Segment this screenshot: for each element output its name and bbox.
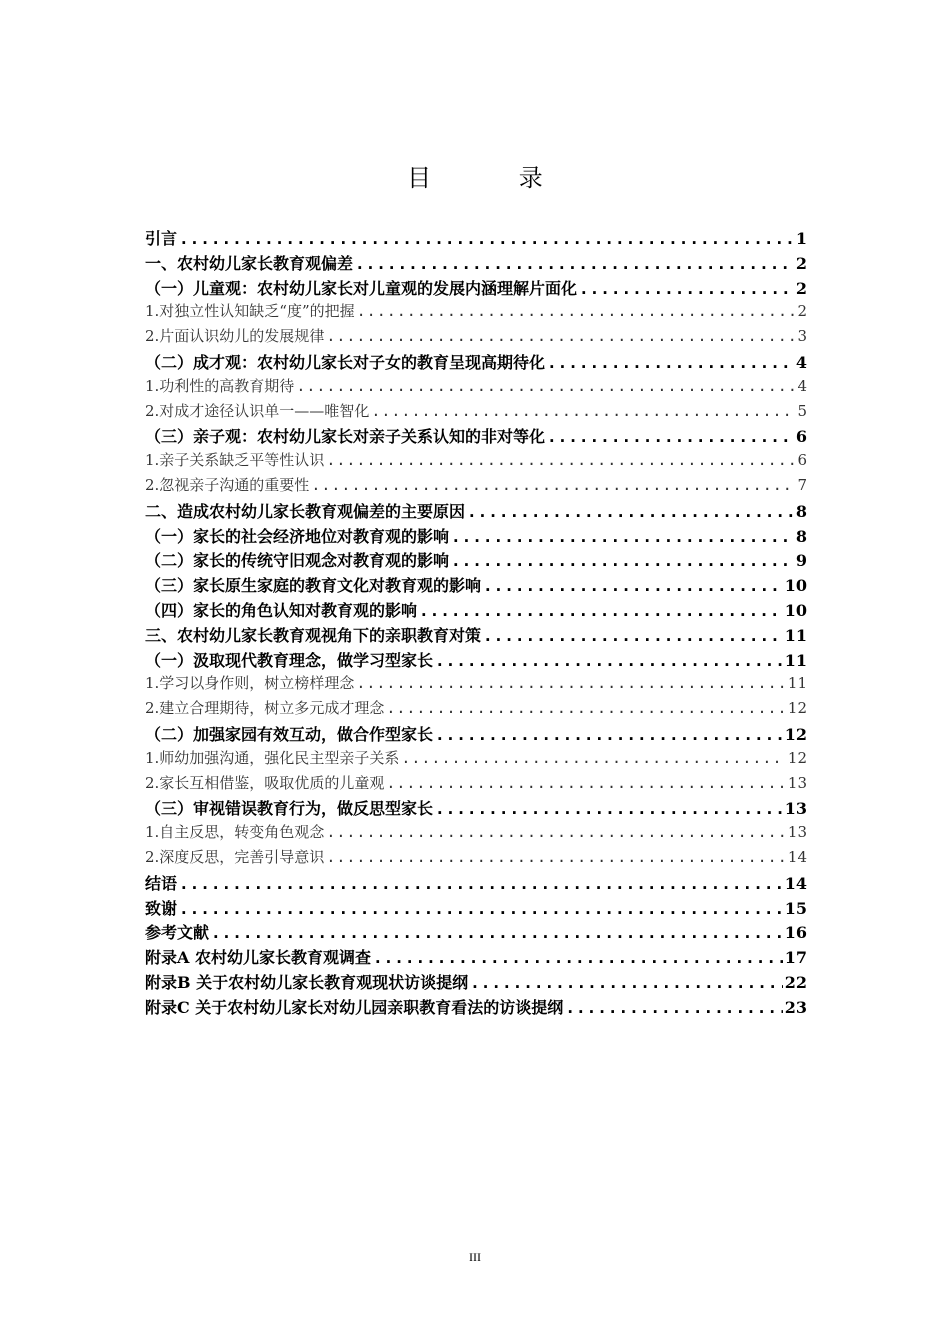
- toc-entry-text: （二）成才观：农村幼儿家长对子女的教育呈现高期待化: [145, 352, 546, 372]
- toc-leader-dots: [311, 476, 795, 494]
- toc-leader-dots: [326, 451, 795, 469]
- toc-entry-text: （二）加强家园有效互动，做合作型家长: [145, 724, 434, 744]
- toc-entry-page: 2: [797, 302, 807, 321]
- toc-entry: [145, 251, 807, 276]
- toc-leader-dots: [419, 601, 783, 620]
- toc-entry-text: 1.对独立性认知缺乏“度”的把握: [145, 302, 355, 321]
- toc-entry-page: 13: [787, 773, 807, 792]
- toc-leader-dots: [179, 874, 783, 893]
- toc-entry: [145, 672, 807, 697]
- toc-entry-text: 参考文献: [145, 923, 210, 943]
- toc-entry-page: 7: [797, 475, 807, 494]
- toc-leader-dots: [483, 576, 783, 595]
- toc-entry-page: 14: [787, 847, 807, 866]
- toc-entry-text: （二）家长的传统守旧观念对教育观的影响: [145, 551, 450, 571]
- toc-entry-text: （三）审视错误教育行为，做反思型家长: [145, 799, 434, 819]
- toc-entry-text: 致谢: [145, 898, 178, 918]
- toc-leader-dots: [470, 973, 783, 992]
- toc-leader-dots: [326, 848, 786, 866]
- toc-entry: [145, 623, 807, 648]
- toc-entry-text: 2.深度反思，完善引导意识: [145, 847, 325, 866]
- toc-entry-page: 6: [797, 451, 807, 470]
- toc-entry-text: 2.家长互相借鉴，吸取优质的儿童观: [145, 773, 385, 792]
- toc-leader-dots: [401, 749, 786, 767]
- toc-entry-text: （四）家长的角色认知对教育观的影响: [145, 600, 418, 620]
- toc-entry-page: 8: [795, 526, 807, 546]
- toc-entry: [145, 796, 807, 821]
- toc-entry-page: 8: [795, 501, 807, 521]
- toc-entry: [145, 226, 807, 251]
- toc-entry-text: 1.师幼加强沟通，强化民主型亲子关系: [145, 748, 400, 767]
- toc-entry-page: 12: [787, 699, 807, 718]
- toc-entry-page: 10: [784, 576, 807, 596]
- toc-leader-dots: [355, 254, 794, 273]
- toc-entry: [145, 697, 807, 722]
- toc-entry: [145, 995, 807, 1020]
- toc-entry-text: 1.功利性的高教育期待: [145, 376, 295, 395]
- page-title: 目 录: [407, 164, 583, 192]
- toc-leader-dots: [296, 377, 795, 395]
- toc-leader-dots: [356, 674, 786, 692]
- toc-entry-page: 11: [787, 674, 807, 693]
- toc-leader-dots: [386, 774, 786, 792]
- toc-entry-text: 附录A 农村幼儿家长教育观调查: [145, 948, 371, 968]
- toc-entry-text: 1.自主反思，转变角色观念: [145, 823, 325, 842]
- toc-leader-dots: [435, 651, 783, 670]
- toc-entry: [145, 945, 807, 970]
- toc-entry: [145, 276, 807, 301]
- toc-entry-page: 16: [784, 923, 807, 943]
- toc-leader-dots: [373, 948, 783, 967]
- toc-entry: [145, 375, 807, 400]
- toc-entry-text: （三）亲子观：农村幼儿家长对亲子关系认知的非对等化: [145, 427, 546, 447]
- toc-entry-text: 1.亲子关系缺乏平等性认识: [145, 451, 325, 470]
- toc-entry: [145, 598, 807, 623]
- toc-entry: [145, 821, 807, 846]
- toc-entry: [145, 896, 807, 921]
- toc-entry-page: 12: [784, 724, 807, 744]
- toc-entry-text: 2.对成才途径认识单一——唯智化: [145, 401, 370, 420]
- toc-leader-dots: [179, 899, 783, 918]
- toc-entry-page: 11: [784, 650, 807, 670]
- toc-leader-dots: [579, 279, 794, 298]
- toc-entry-text: 2.建立合理期待，树立多元成才理念: [145, 699, 385, 718]
- toc-entry-text: 1.学习以身作则，树立榜样理念: [145, 674, 355, 693]
- toc-entry: [145, 846, 807, 871]
- toc-leader-dots: [547, 427, 794, 446]
- toc-entry-text: 结语: [145, 873, 178, 893]
- toc-entry-page: 13: [787, 823, 807, 842]
- toc-entry: [145, 300, 807, 325]
- toc-entry-page: 17: [784, 948, 807, 968]
- toc-leader-dots: [326, 823, 786, 841]
- toc-entry: [145, 648, 807, 673]
- toc-entry-page: 4: [795, 352, 807, 372]
- page-number-footer: III: [469, 1250, 481, 1264]
- toc-entry-text: 二、造成农村幼儿家长教育观偏差的主要原因: [145, 501, 466, 521]
- toc-leader-dots: [451, 527, 794, 546]
- toc-leader-dots: [179, 229, 794, 248]
- toc-entry-text: （一）汲取现代教育理念，做学习型家长: [145, 650, 434, 670]
- toc-entry: [145, 920, 807, 945]
- toc-leader-dots: [326, 327, 795, 345]
- toc-leader-dots: [386, 699, 786, 717]
- toc-entry-page: 2: [795, 278, 807, 298]
- toc-entry: [145, 524, 807, 549]
- toc-entry-page: 6: [795, 427, 807, 447]
- toc-leader-dots: [547, 353, 794, 372]
- toc-leader-dots: [451, 551, 794, 570]
- toc-leader-dots: [371, 402, 795, 420]
- toc-entry: [145, 722, 807, 747]
- toc-entry-text: 三、农村幼儿家长教育观视角下的亲职教育对策: [145, 625, 482, 645]
- toc-entry: [145, 871, 807, 896]
- toc-leader-dots: [483, 626, 783, 645]
- toc-entry-page: 10: [784, 600, 807, 620]
- toc-entry-page: 12: [787, 748, 807, 767]
- toc-leader-dots: [357, 302, 796, 320]
- toc-entry: [145, 424, 807, 449]
- toc-entry-text: （一）儿童观：农村幼儿家长对儿童观的发展内涵理解片面化: [145, 278, 578, 298]
- toc-entry-page: 2: [795, 253, 807, 273]
- toc-entry-page: 15: [784, 898, 807, 918]
- toc-entry-page: 5: [797, 401, 807, 420]
- toc-leader-dots: [565, 998, 782, 1017]
- toc-entry: [145, 499, 807, 524]
- toc-entry-text: （三）家长原生家庭的教育文化对教育观的影响: [145, 576, 482, 596]
- table-of-contents: [145, 226, 807, 1020]
- toc-entry: [145, 747, 807, 772]
- toc-entry: [145, 350, 807, 375]
- toc-entry-page: 9: [795, 551, 807, 571]
- toc-entry: [145, 573, 807, 598]
- toc-entry-page: 23: [784, 997, 807, 1017]
- toc-entry-page: 13: [784, 799, 807, 819]
- toc-leader-dots: [435, 799, 783, 818]
- toc-entry-page: 14: [784, 873, 807, 893]
- toc-leader-dots: [211, 923, 783, 942]
- toc-entry: [145, 772, 807, 797]
- toc-entry-text: （一）家长的社会经济地位对教育观的影响: [145, 526, 450, 546]
- toc-entry-text: 附录C 关于农村幼儿家长对幼儿园亲职教育看法的访谈提纲: [145, 997, 564, 1017]
- toc-entry-text: 2.片面认识幼儿的发展规律: [145, 327, 325, 346]
- toc-entry-page: 11: [784, 625, 807, 645]
- toc-leader-dots: [435, 725, 783, 744]
- toc-leader-dots: [467, 502, 794, 521]
- toc-entry-text: 附录B 关于农村幼儿家长教育观现状访谈提纲: [145, 972, 469, 992]
- toc-entry-page: 4: [797, 376, 807, 395]
- toc-entry: [145, 548, 807, 573]
- toc-entry-text: 一、农村幼儿家长教育观偏差: [145, 253, 354, 273]
- toc-entry: [145, 325, 807, 350]
- toc-entry-page: 22: [784, 972, 807, 992]
- toc-entry: [145, 474, 807, 499]
- toc-entry: [145, 449, 807, 474]
- toc-entry: [145, 400, 807, 425]
- toc-entry-page: 1: [795, 229, 807, 248]
- toc-entry: [145, 970, 807, 995]
- toc-entry-text: 2.忽视亲子沟通的重要性: [145, 475, 310, 494]
- toc-entry-page: 3: [797, 327, 807, 346]
- toc-entry-text: 引言: [145, 229, 178, 248]
